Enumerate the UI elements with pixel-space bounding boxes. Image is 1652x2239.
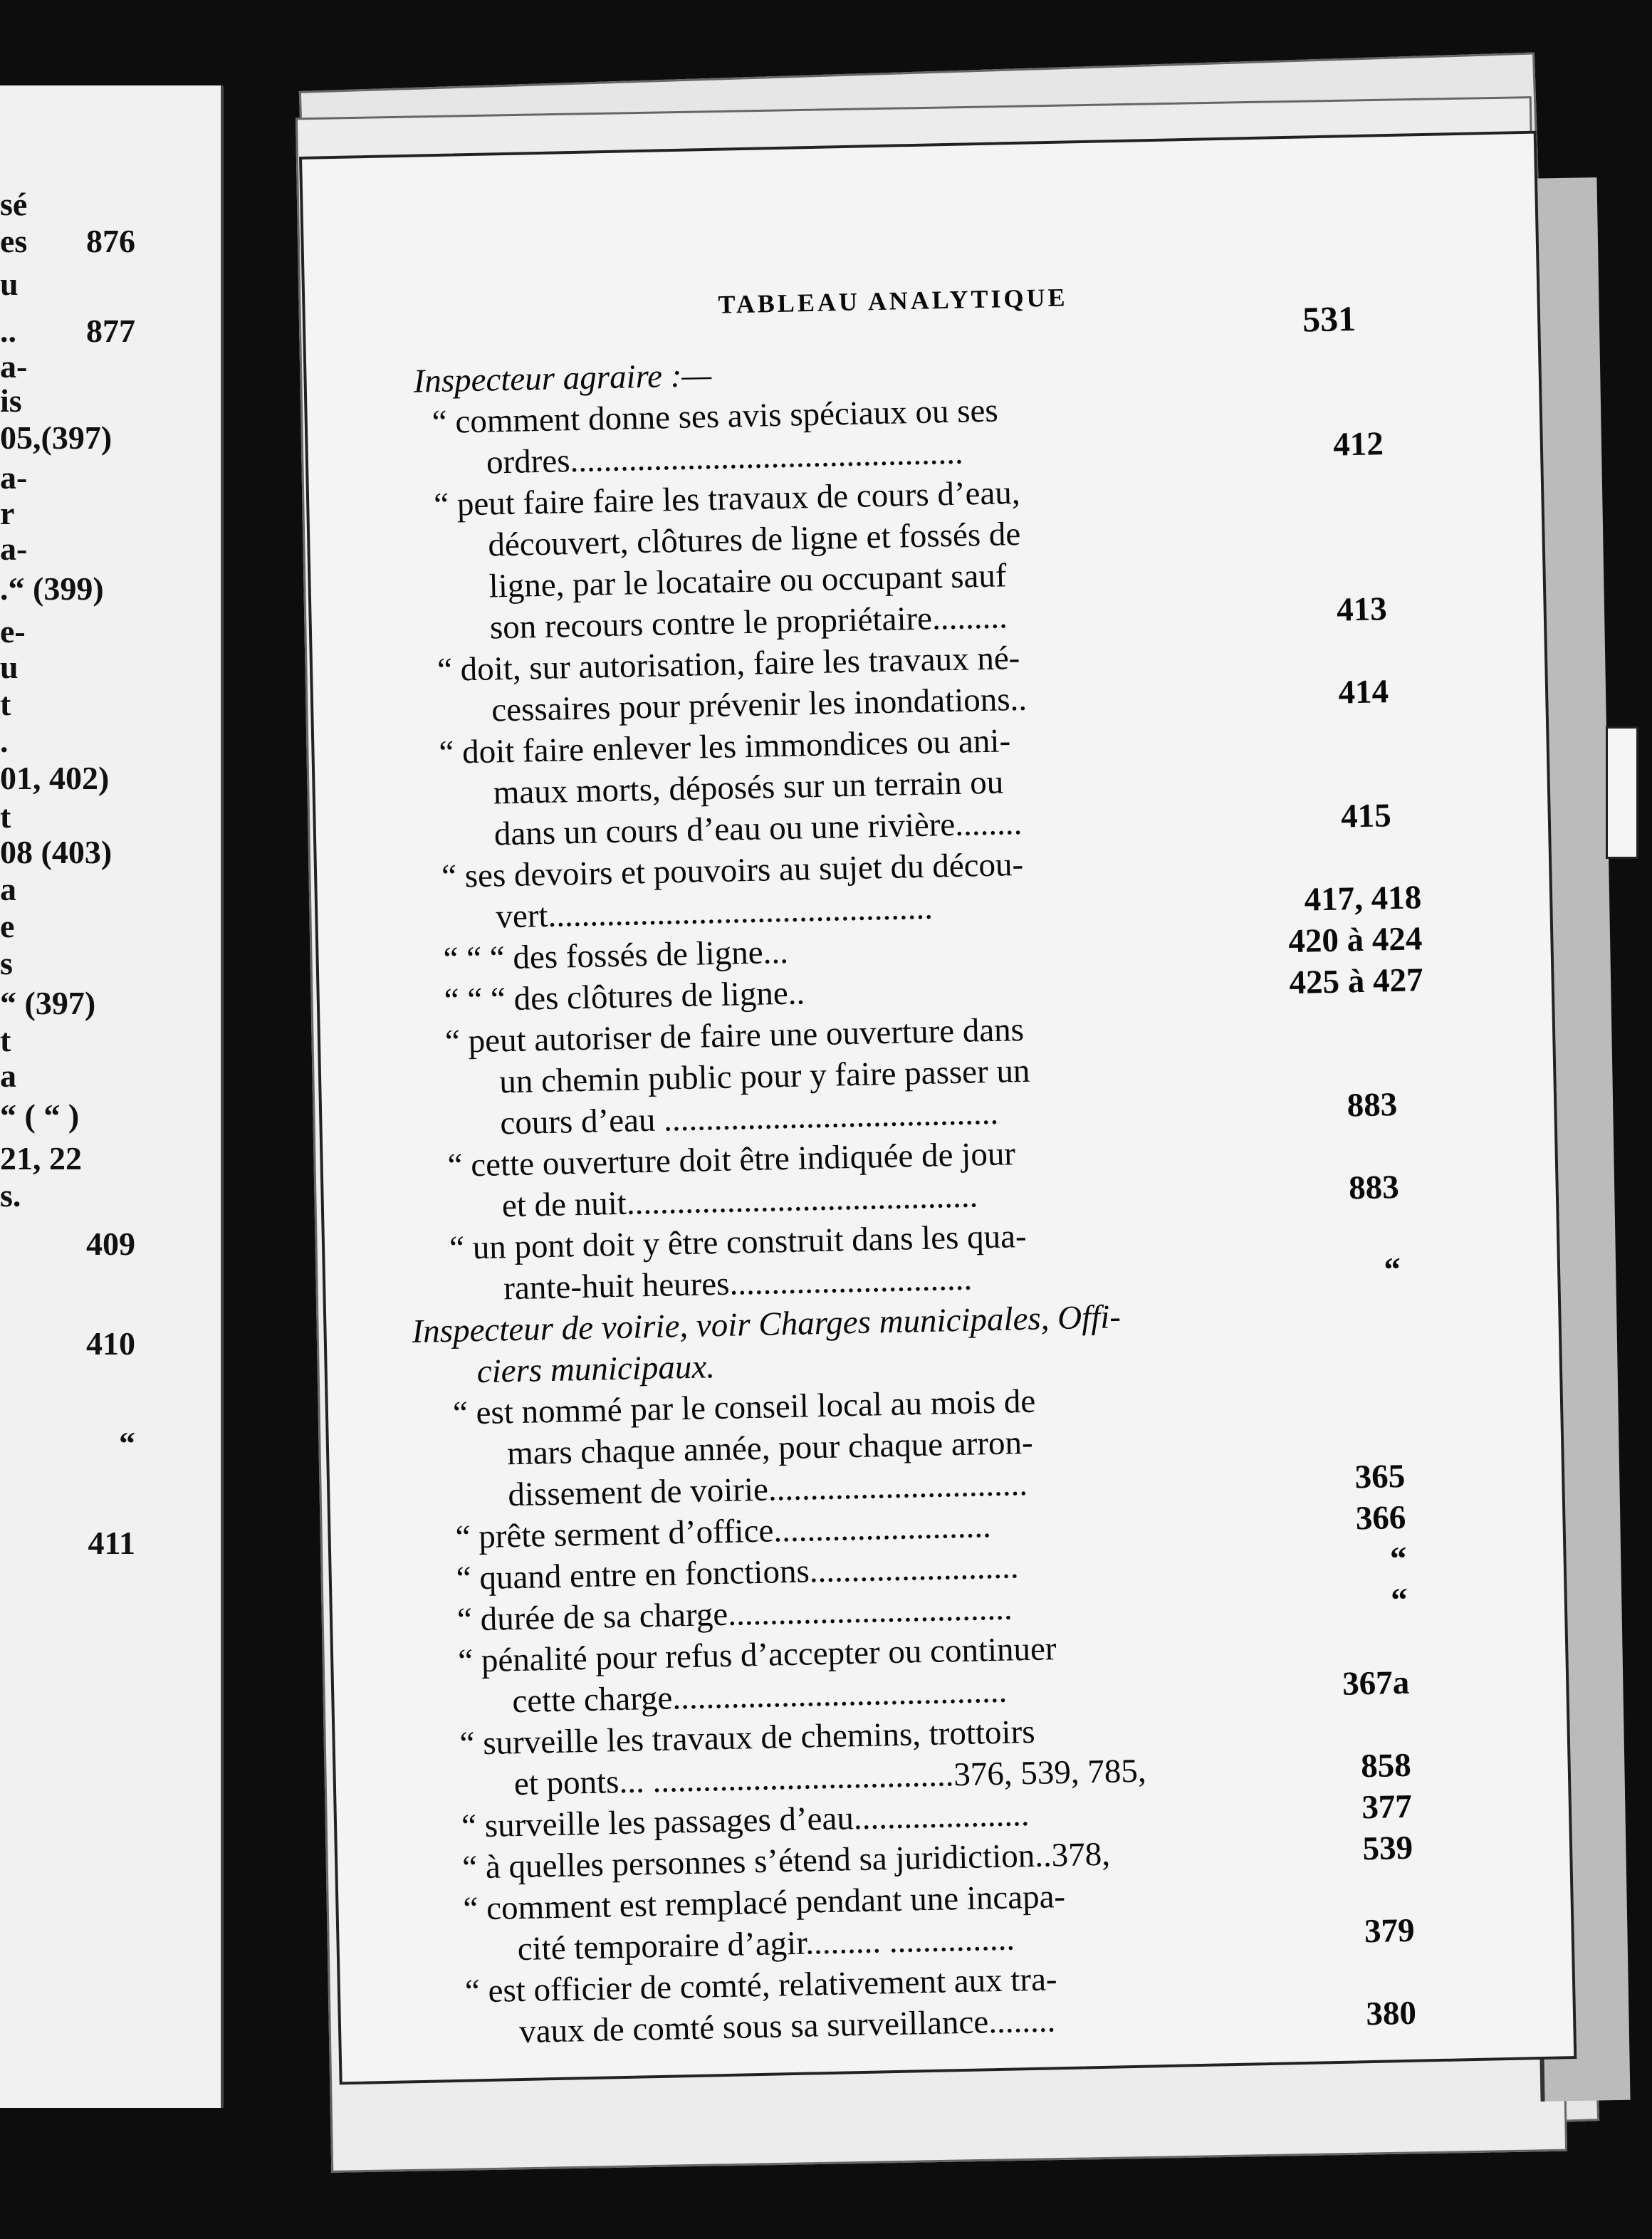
left-page-number: “ [119, 1425, 135, 1461]
left-page-fragment-text: .“ (399) [0, 570, 104, 607]
entry-page-ref: 365 [1354, 1457, 1406, 1496]
entry-text: “ surveille les travaux de chemins, trottoirs [459, 1713, 1035, 1763]
left-page-fragment-text: u [0, 266, 19, 302]
left-page-fragment [0, 85, 224, 2108]
entry-text: ordres............................................... [486, 434, 964, 481]
entry-text: “ ses devoirs et pouvoirs au sujet du décou- [441, 845, 1024, 896]
entry-text: un chemin public pour y faire passer un [498, 1052, 1030, 1101]
entry-text: découvert, clôtures de ligne et fossés de [487, 515, 1021, 564]
entry-page-ref: 413 [1336, 590, 1388, 629]
left-page-number: 411 [88, 1525, 135, 1561]
entry-text: dissement de voirie............................... [507, 1465, 1028, 1514]
entry-page-ref: 420 à 424 [1287, 920, 1423, 961]
entry-text: cité temporaire d’agir......... ............... [517, 1920, 1015, 1968]
entry-text: Inspecteur agraire :— [413, 356, 712, 400]
entry-text: vert.............................................. [495, 889, 934, 936]
entry-page-ref: “ [1384, 1251, 1401, 1289]
entry-page-ref: 883 [1348, 1168, 1400, 1207]
entry-text: mars chaque année, pour chaque arron- [506, 1424, 1034, 1473]
entry-text: maux morts, déposés sur un terrain ou [493, 763, 1004, 812]
entry-text: cours d’eau ........................................ [499, 1094, 999, 1142]
entry-text: “ durée de sa charge.................................. [456, 1590, 1013, 1639]
left-page-fragment-text: a- [0, 459, 28, 496]
left-page-fragment-text: .. [0, 313, 16, 349]
left-page-fragment-text: s [0, 945, 13, 981]
entry-text: “ surveille les passages d’eau..................... [461, 1796, 1030, 1845]
entry-text: “ peut autoriser de faire une ouverture dans [444, 1011, 1025, 1060]
entry-page-ref: 367a [1342, 1664, 1410, 1703]
entry-text: cette charge........................................ [511, 1672, 1008, 1721]
entry-page-ref: 379 [1364, 1911, 1416, 1951]
entry-page-ref: “ [1390, 1581, 1408, 1619]
entry-text: et ponts... ....................................376, 539, 785, [513, 1752, 1147, 1803]
entry-text: Inspecteur de voirie, voir Charges municipales, Offi- [412, 1298, 1122, 1351]
left-page-fragment-text: a- [0, 348, 28, 385]
entry-page-ref: 377 [1361, 1787, 1413, 1827]
entry-text: ligne, par le locataire ou occupant sauf [488, 557, 1007, 605]
left-page-fragment-text: 21, 22 [0, 1140, 82, 1176]
page-number: 531 [1302, 298, 1356, 340]
left-page-fragment-text: t [0, 686, 11, 722]
entry-text: vaux de comté sous sa surveillance........ [518, 2002, 1056, 2051]
left-page-fragment-text: es [0, 223, 28, 259]
left-page-fragment-text: a [0, 1058, 16, 1094]
paper-tab [1606, 726, 1638, 859]
entry-text: “ doit faire enlever les immondices ou ani- [439, 722, 1011, 772]
entry-page-ref: 858 [1360, 1746, 1412, 1785]
entry-text: “ peut faire faire les travaux de cours d’eau, [433, 474, 1021, 524]
left-page-number: 409 [86, 1226, 135, 1262]
left-page-number: 876 [86, 223, 135, 259]
running-head: TABLEAU ANALYTIQUE [718, 283, 1068, 319]
left-page-fragment-text: sé [0, 186, 28, 222]
entry-text: rante-huit heures............................. [503, 1260, 973, 1308]
left-page-fragment-text: 08 (403) [0, 834, 113, 870]
entry-page-ref: 366 [1355, 1498, 1406, 1538]
entry-text: “ comment donne ses avis spéciaux ou ses [432, 392, 999, 442]
entry-page-ref: 425 à 427 [1289, 961, 1424, 1002]
left-page-fragment-text: a [0, 871, 16, 907]
entry-text: “ doit, sur autorisation, faire les travaux né- [436, 639, 1020, 689]
entry-page-ref: 417, 418 [1304, 879, 1422, 919]
entry-text: “ cette ouverture doit être indiquée de jour [447, 1135, 1016, 1184]
entry-page-ref: 412 [1332, 425, 1384, 464]
entry-text: “ à quelles personnes s’étend sa juridiction..378, [461, 1835, 1111, 1886]
entry-text: ciers municipaux. [476, 1348, 716, 1391]
entry-page-ref: 380 [1365, 1994, 1417, 2033]
left-page-fragment-text: 05,(397) [0, 419, 113, 456]
left-page-fragment-text: a- [0, 531, 28, 567]
entry-text: “ “ “ des fossés de ligne... [443, 933, 789, 978]
entry-text: dans un cours d’eau ou une rivière........ [493, 804, 1023, 853]
entry-text: son recours contre le propriétaire......... [489, 598, 1008, 647]
left-page-fragment-text: is [0, 382, 22, 419]
entry-page-ref: 539 [1362, 1829, 1413, 1868]
entry-page-ref: “ [1389, 1540, 1408, 1578]
left-page-fragment-text: t [0, 1022, 11, 1058]
entry-text: “ un pont doit y être construit dans les qua- [449, 1217, 1028, 1267]
entry-text: et de nuit.......................................... [501, 1177, 978, 1225]
left-page-fragment-text: t [0, 798, 11, 835]
entry-page-ref: 414 [1338, 673, 1389, 711]
left-page-number: 877 [86, 313, 135, 349]
left-page-fragment-text: e [0, 908, 15, 944]
left-page-fragment-text: u [0, 649, 19, 685]
left-page-fragment-text: e- [0, 613, 26, 649]
entry-text: cessaires pour prévenir les inondations.. [491, 680, 1028, 729]
left-page-fragment-text: s. [0, 1177, 21, 1214]
entry-page-ref: 883 [1347, 1086, 1398, 1124]
entry-text: “ est nommé par le conseil local au mois de [452, 1382, 1036, 1432]
entry-text: “ prête serment d’office.......................... [455, 1508, 992, 1556]
book-page [299, 131, 1577, 2085]
left-page-fragment-text: 01, 402) [0, 760, 110, 796]
entry-text: “ est officier de comté, relativement aux tra- [464, 1961, 1058, 2010]
entry-text: “ “ “ des clôtures de ligne.. [444, 974, 805, 1019]
entry-page-ref: 415 [1340, 797, 1392, 835]
left-page-fragment-text: “ ( “ ) [0, 1097, 80, 1134]
entry-text: “ pénalité pour refus d’accepter ou continuer [457, 1630, 1057, 1680]
left-page-number: 410 [86, 1325, 135, 1362]
left-page-fragment-text: r [0, 495, 15, 531]
left-page-fragment-text: . [0, 723, 9, 759]
left-page-fragment-text: “ (397) [0, 985, 96, 1021]
entry-text: “ comment est remplacé pendant une incapa- [463, 1878, 1066, 1928]
entry-text: “ quand entre en fonctions......................... [456, 1548, 1019, 1597]
